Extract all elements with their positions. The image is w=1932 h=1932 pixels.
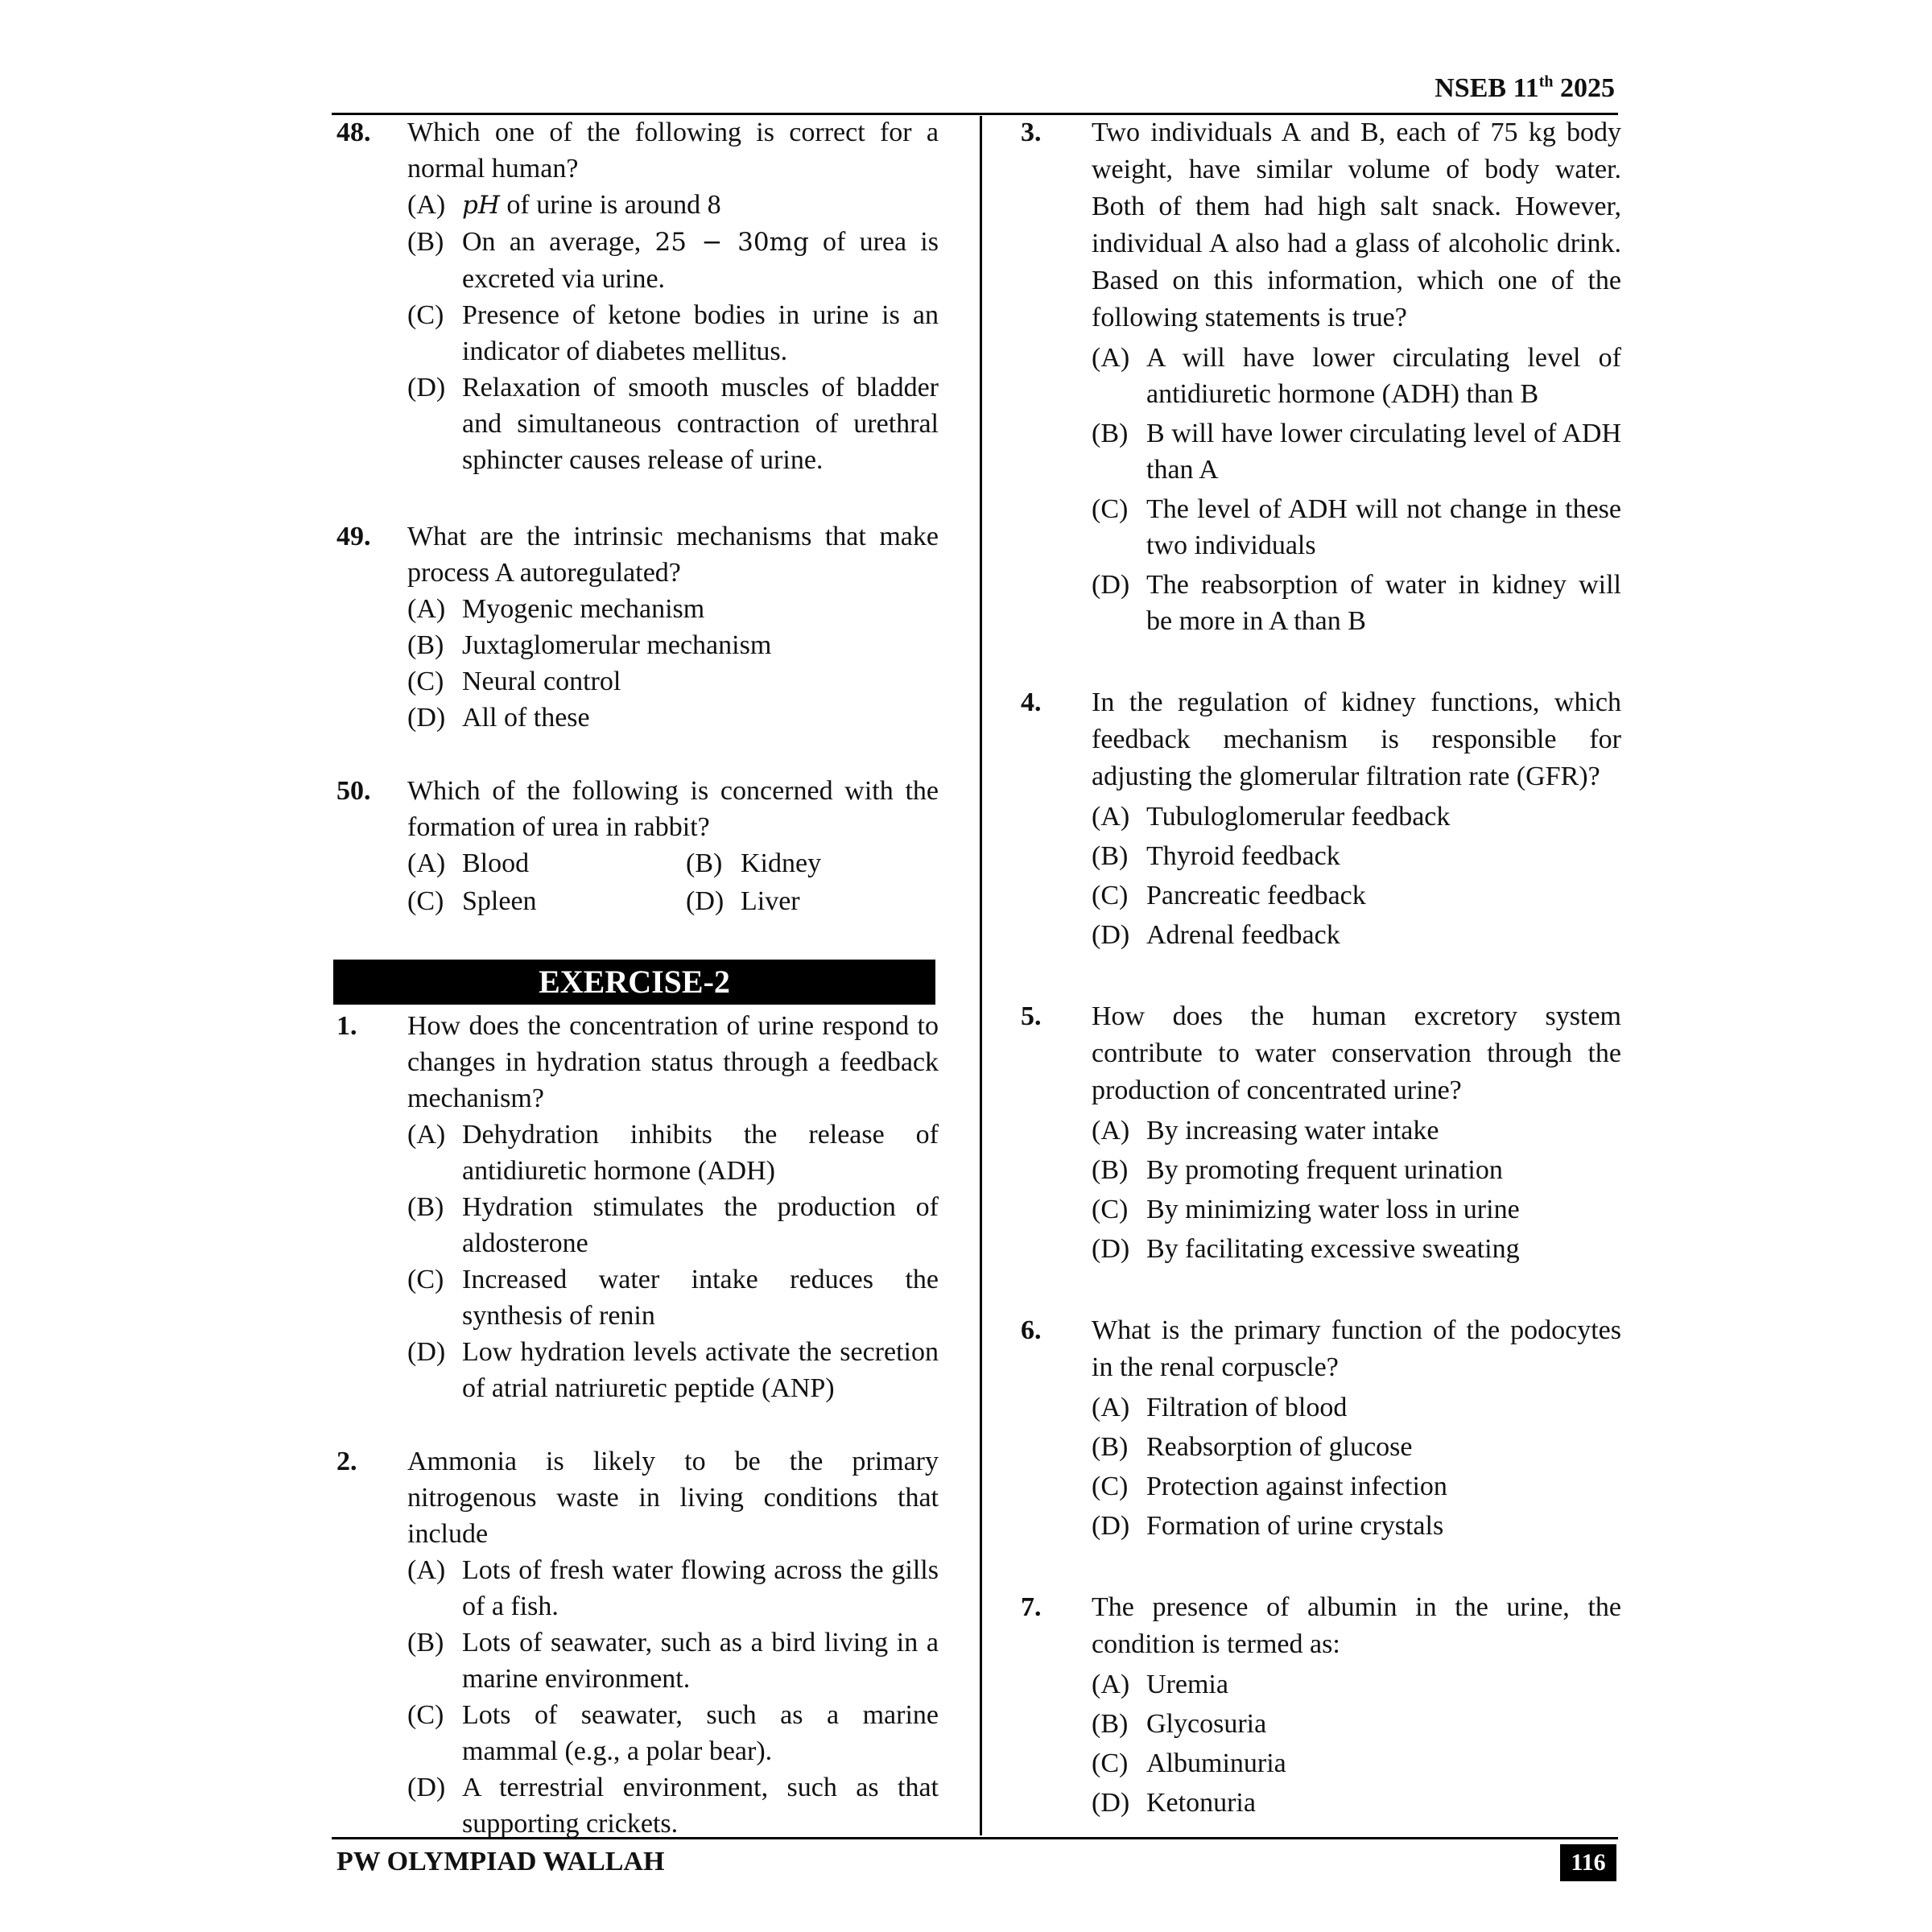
options-list — [407, 1117, 939, 1406]
option-text: Dehydration inhibits the release of antidiuretic hormone (ADH) — [462, 1120, 939, 1186]
option-key: (A) — [1092, 1116, 1130, 1146]
option-a — [407, 591, 939, 627]
question-number: 5. — [1021, 1001, 1042, 1031]
option-text: A terrestrial environment, such as that supporting crickets. — [462, 1773, 939, 1839]
option-key: (C) — [1092, 881, 1129, 910]
option-d — [407, 1334, 939, 1406]
option-key: (A) — [1092, 802, 1130, 832]
option-key: (A) — [407, 848, 446, 878]
question-2 — [336, 1443, 939, 1842]
option-key: (A) — [407, 594, 446, 624]
option-text: Ketonuria — [1146, 1788, 1256, 1818]
option-b — [407, 224, 939, 297]
option-key: (A) — [1092, 343, 1130, 373]
question-number: 50. — [336, 776, 371, 806]
question-number: 49. — [336, 522, 371, 551]
option-key: (A) — [1092, 1393, 1130, 1422]
option-key: (B) — [1092, 1155, 1129, 1185]
option-text-rest: of urine is around 8 — [499, 190, 721, 220]
option-key: (C) — [1092, 1472, 1129, 1501]
option-key: (C) — [407, 886, 444, 916]
option-a — [1092, 1389, 1621, 1426]
option-text: Relaxation of smooth muscles of bladder and simultaneous contraction of urethral sphincter causes release of urine. — [462, 373, 939, 475]
option-b — [407, 1624, 939, 1697]
option-d — [1092, 917, 1621, 953]
option-text: Adrenal feedback — [1146, 920, 1340, 950]
option-a — [1092, 340, 1621, 412]
option-text: Albuminuria — [1146, 1748, 1286, 1778]
question-number: 4. — [1021, 687, 1042, 717]
option-key: (D) — [407, 1337, 446, 1367]
column-divider — [980, 116, 982, 1835]
option-c — [1092, 1745, 1621, 1781]
option-d — [407, 369, 939, 478]
option-key: (A) — [1092, 1670, 1130, 1699]
option-text: Blood — [462, 848, 530, 878]
option-b — [1092, 1706, 1621, 1742]
option-text: Liver — [741, 886, 800, 916]
option-text: B will have lower circulating level of ADH than A — [1146, 419, 1621, 485]
option-text: Juxtaglomerular mechanism — [462, 630, 772, 660]
question-text: The presence of albumin in the urine, the condition is termed as: — [1092, 1592, 1621, 1659]
question-text: In the regulation of kidney functions, which feedback mechanism is responsible for adjusting the glomerular filtration rate (GFR)? — [1092, 687, 1621, 791]
option-key: (D) — [407, 1773, 446, 1802]
option-key: (C) — [1092, 1195, 1129, 1224]
option-key: (B) — [407, 1192, 444, 1222]
question-5 — [1021, 998, 1621, 1267]
math-urea-range: 25 − 30mg — [654, 228, 809, 257]
option-text: Protection against infection — [1146, 1472, 1447, 1501]
option-text: Filtration of blood — [1146, 1393, 1348, 1422]
option-a — [407, 1552, 939, 1624]
option-key: (D) — [1092, 1788, 1130, 1818]
option-b — [1092, 1152, 1621, 1188]
option-text: Lots of fresh water flowing across the gills of a fish. — [462, 1555, 939, 1621]
option-text: The reabsorption of water in kidney will be more in A than B — [1146, 570, 1621, 636]
option-text — [462, 224, 939, 297]
question-text: Which one of the following is correct for a normal human? — [407, 118, 939, 184]
option-text: A will have lower circulating level of antidiuretic hormone (ADH) than B — [1146, 343, 1621, 409]
option-key: (B) — [686, 848, 723, 878]
option-text: Lots of seawater, such as a bird living in a marine environment. — [462, 1628, 939, 1694]
page-number: 116 — [1560, 1844, 1616, 1881]
footer-brand: PW OLYMPIAD WALLAH — [336, 1847, 665, 1876]
option-text-pre: On an average, — [462, 227, 655, 257]
option-text-rest: of urea is excreted via urine. — [462, 227, 939, 294]
question-number: 1. — [336, 1011, 357, 1041]
option-key: (D) — [407, 373, 446, 402]
option-text: Lots of seawater, such as a marine mammal (e.g., a polar bear). — [462, 1700, 939, 1766]
question-number: 48. — [336, 118, 371, 147]
option-key: (B) — [1092, 419, 1129, 448]
option-key: (C) — [407, 667, 444, 696]
option-key: (D) — [686, 886, 724, 916]
option-text: Increased water intake reduces the synthesis of renin — [462, 1265, 939, 1331]
option-key: (C) — [407, 1700, 444, 1730]
exercise-heading: EXERCISE-2 — [333, 960, 935, 1005]
question-text: How does the human excretory system contribute to water conservation through the production of concentrated urine? — [1092, 1001, 1621, 1105]
question-7 — [1021, 1589, 1621, 1821]
question-50 — [336, 773, 939, 919]
question-48 — [336, 114, 939, 478]
option-a — [1092, 1113, 1621, 1149]
option-text: Myogenic mechanism — [462, 594, 705, 624]
option-key: (B) — [1092, 1432, 1129, 1462]
question-number: 7. — [1021, 1592, 1042, 1622]
option-a — [1092, 1666, 1621, 1703]
option-text: Tubuloglomerular feedback — [1146, 802, 1451, 832]
option-key: (D) — [1092, 920, 1130, 950]
question-number: 3. — [1021, 118, 1042, 147]
option-a — [1092, 799, 1621, 835]
question-text: How does the concentration of urine respond to changes in hydration status through a feedback mechanism? — [407, 1011, 939, 1113]
option-text: By minimizing water loss in urine — [1146, 1195, 1520, 1224]
page-header — [332, 69, 1618, 115]
option-key: (B) — [1092, 1709, 1129, 1739]
options-list — [407, 591, 939, 736]
question-3 — [1021, 114, 1621, 639]
option-d — [1092, 1508, 1621, 1544]
option-key: (B) — [407, 227, 444, 257]
option-key: (A) — [407, 190, 446, 220]
options-list — [407, 187, 939, 478]
option-text: By facilitating excessive sweating — [1146, 1234, 1520, 1264]
page-footer — [332, 1837, 1618, 1888]
option-key: (B) — [407, 630, 444, 660]
options-list — [1092, 340, 1621, 639]
option-text: All of these — [462, 703, 590, 733]
option-a — [407, 187, 939, 224]
option-key: (D) — [1092, 1511, 1130, 1541]
options-list — [1092, 1113, 1621, 1267]
option-d — [1092, 1785, 1621, 1821]
option-c — [407, 1697, 939, 1769]
option-key: (C) — [407, 300, 444, 330]
option-key: (C) — [407, 1265, 444, 1294]
option-text: Formation of urine crystals — [1146, 1511, 1444, 1541]
option-d — [1092, 1231, 1621, 1267]
options-list — [1092, 1389, 1621, 1544]
option-text: Thyroid feedback — [1146, 841, 1340, 871]
option-b — [407, 627, 939, 663]
option-text: Pancreatic feedback — [1146, 881, 1366, 910]
question-text: Which of the following is concerned with the formation of urea in rabbit? — [407, 776, 939, 842]
option-key: (D) — [407, 703, 446, 733]
option-text — [462, 187, 939, 224]
option-c — [407, 297, 939, 369]
option-b — [407, 1189, 939, 1261]
option-c — [1092, 1468, 1621, 1505]
option-key: (A) — [407, 1120, 446, 1150]
question-text: What are the intrinsic mechanisms that make process A autoregulated? — [407, 522, 939, 588]
option-b — [1092, 415, 1621, 488]
exam-title-main: NSEB 11 — [1435, 73, 1539, 103]
option-d — [686, 883, 935, 919]
option-key: (B) — [407, 1628, 444, 1657]
option-b — [686, 845, 935, 881]
option-text: Uremia — [1146, 1670, 1228, 1699]
question-number: 6. — [1021, 1315, 1042, 1345]
option-d — [1092, 567, 1621, 639]
option-d — [407, 1769, 939, 1842]
question-number: 2. — [336, 1447, 357, 1476]
right-column — [1021, 114, 1621, 1824]
option-c — [407, 883, 686, 919]
option-a — [407, 1117, 939, 1189]
option-key: (C) — [1092, 494, 1129, 524]
question-text: Ammonia is likely to be the primary nitrogenous waste in living conditions that include — [407, 1447, 939, 1549]
exam-title — [1435, 69, 1615, 108]
option-c — [1092, 1191, 1621, 1228]
option-key: (C) — [1092, 1748, 1129, 1778]
option-key: (B) — [1092, 841, 1129, 871]
option-text: Kidney — [741, 848, 822, 878]
math-ph: pH — [462, 191, 500, 220]
option-b — [1092, 838, 1621, 874]
option-c — [407, 1261, 939, 1334]
exam-title-year: 2025 — [1553, 73, 1615, 103]
option-text: Neural control — [462, 667, 621, 696]
option-c — [1092, 491, 1621, 564]
option-text: By increasing water intake — [1146, 1116, 1439, 1146]
option-key: (D) — [1092, 570, 1130, 600]
option-text: Presence of ketone bodies in urine is an indicator of diabetes mellitus. — [462, 300, 939, 366]
left-column — [336, 114, 939, 1842]
option-text: Reabsorption of glucose — [1146, 1432, 1413, 1462]
options-list — [407, 1552, 939, 1842]
option-text: The level of ADH will not change in these two individuals — [1146, 494, 1621, 560]
option-text: Spleen — [462, 886, 537, 916]
option-key: (A) — [407, 1555, 446, 1585]
question-1 — [336, 1008, 939, 1406]
option-c — [407, 663, 939, 700]
question-text: What is the primary function of the podocytes in the renal corpuscle? — [1092, 1315, 1621, 1382]
option-key: (D) — [1092, 1234, 1130, 1264]
options-list — [1092, 799, 1621, 953]
question-text: Two individuals A and B, each of 75 kg body weight, have similar volume of body water. Both of them had high salt snack. However, individual A also had a glass of alcoholic drink. Based on this information, which one of the following statements is true? — [1092, 118, 1621, 332]
option-d — [407, 700, 939, 736]
question-49 — [336, 518, 939, 736]
question-6 — [1021, 1312, 1621, 1544]
option-c — [1092, 877, 1621, 914]
option-text: Glycosuria — [1146, 1709, 1267, 1739]
option-b — [1092, 1429, 1621, 1465]
question-4 — [1021, 684, 1621, 953]
options-grid — [407, 845, 939, 919]
options-list — [1092, 1666, 1621, 1821]
option-text: Low hydration levels activate the secretion of atrial natriuretic peptide (ANP) — [462, 1337, 939, 1403]
option-a — [407, 845, 686, 881]
option-text: By promoting frequent urination — [1146, 1155, 1503, 1185]
option-text: Hydration stimulates the production of aldosterone — [462, 1192, 939, 1258]
exam-title-superscript: th — [1538, 72, 1554, 91]
